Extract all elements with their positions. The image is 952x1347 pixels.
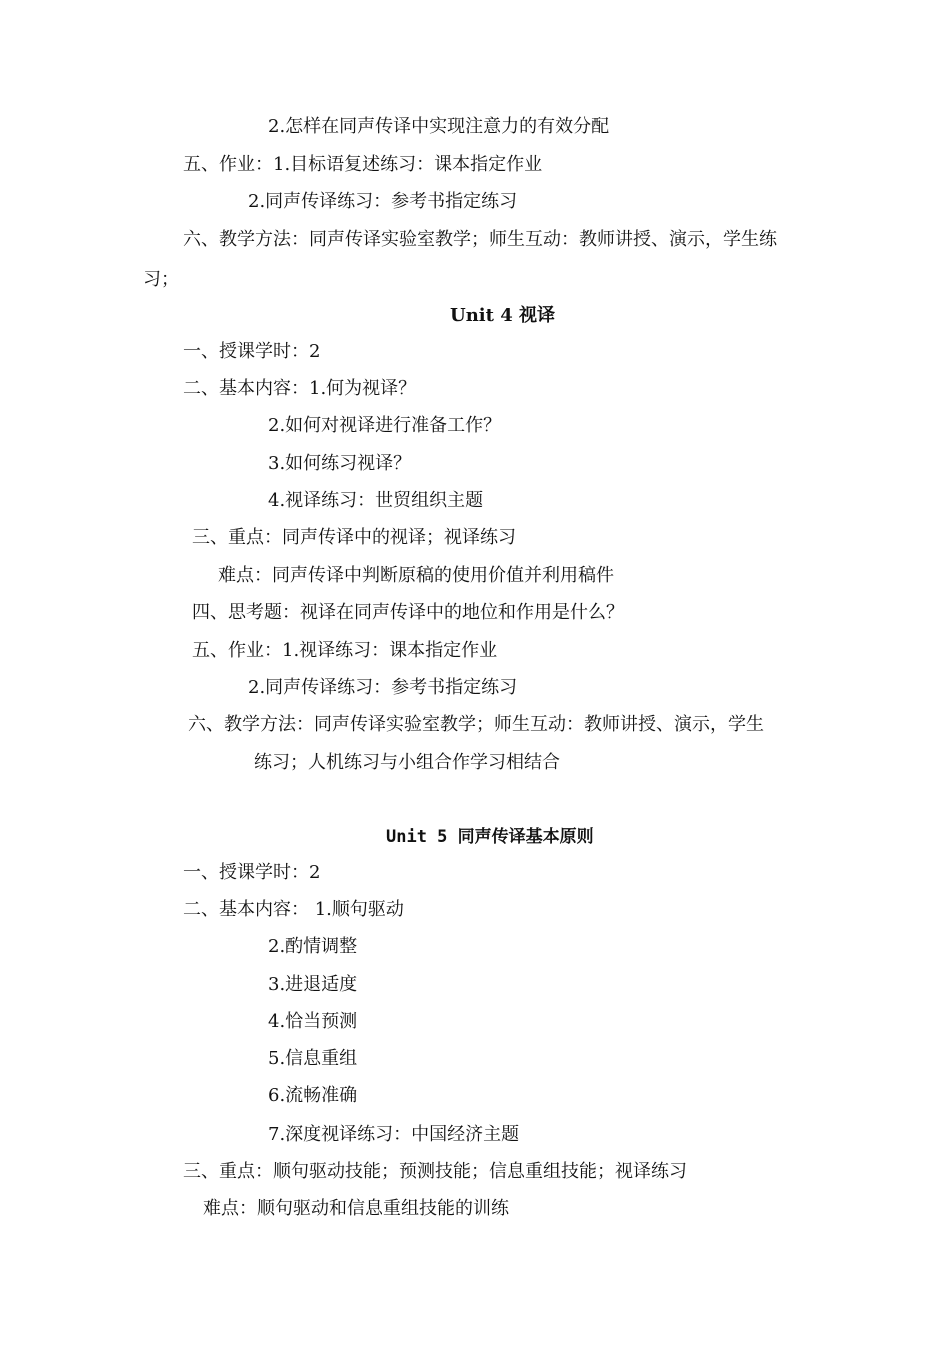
u4-homework-1: 五、作业：1.视译练习：课本指定作业 bbox=[192, 640, 498, 661]
u3-teaching-method-line-2: 习； bbox=[143, 269, 179, 290]
u4-difficult-points: 难点：同声传译中判断原稿的使用价值并利用稿件 bbox=[218, 565, 614, 586]
u5-content-1: 二、基本内容： 1.顺句驱动 bbox=[183, 899, 404, 920]
u4-homework-2: 2.同声传译练习：参考书指定练习 bbox=[248, 677, 518, 698]
unit5-title: Unit 5 同声传译基本原则 bbox=[386, 827, 594, 847]
unit4-title: Unit 4 视译 bbox=[450, 305, 555, 326]
u5-content-4: 4.恰当预测 bbox=[268, 1011, 358, 1032]
u5-content-3: 3.进退适度 bbox=[268, 974, 358, 995]
u3-think-item-2: 2.怎样在同声传译中实现注意力的有效分配 bbox=[268, 116, 610, 137]
u5-difficult-points: 难点：顺句驱动和信息重组技能的训练 bbox=[203, 1198, 509, 1219]
u5-content-7: 7.深度视译练习：中国经济主题 bbox=[268, 1124, 520, 1145]
u5-key-points: 三、重点：顺句驱动技能；预测技能；信息重组技能；视译练习 bbox=[183, 1161, 687, 1182]
u4-content-1: 二、基本内容：1.何为视译？ bbox=[183, 378, 417, 399]
u3-homework-1: 五、作业：1.目标语复述练习：课本指定作业 bbox=[183, 154, 543, 175]
u4-think-question: 四、思考题：视译在同声传译中的地位和作用是什么？ bbox=[192, 602, 624, 623]
u4-content-3: 3.如何练习视译？ bbox=[268, 453, 412, 474]
u4-teaching-method-line-1: 六、教学方法：同声传译实验室教学；师生互动：教师讲授、演示，学生 bbox=[188, 714, 764, 735]
u4-class-hours: 一、授课学时：2 bbox=[183, 341, 321, 362]
u4-content-2: 2.如何对视译进行准备工作？ bbox=[268, 415, 502, 436]
u5-content-6: 6.流畅准确 bbox=[268, 1085, 358, 1106]
u4-content-4: 4.视译练习：世贸组织主题 bbox=[268, 490, 484, 511]
u3-homework-2: 2.同声传译练习：参考书指定练习 bbox=[248, 191, 518, 212]
u5-content-2: 2.酌情调整 bbox=[268, 936, 358, 957]
u4-teaching-method-line-2: 练习；人机练习与小组合作学习相结合 bbox=[254, 752, 560, 773]
u4-key-points: 三、重点：同声传译中的视译；视译练习 bbox=[192, 527, 516, 548]
u5-content-5: 5.信息重组 bbox=[268, 1048, 358, 1069]
u5-class-hours: 一、授课学时：2 bbox=[183, 862, 321, 883]
u3-teaching-method-line-1: 六、教学方法：同声传译实验室教学；师生互动：教师讲授、演示，学生练 bbox=[183, 229, 777, 250]
